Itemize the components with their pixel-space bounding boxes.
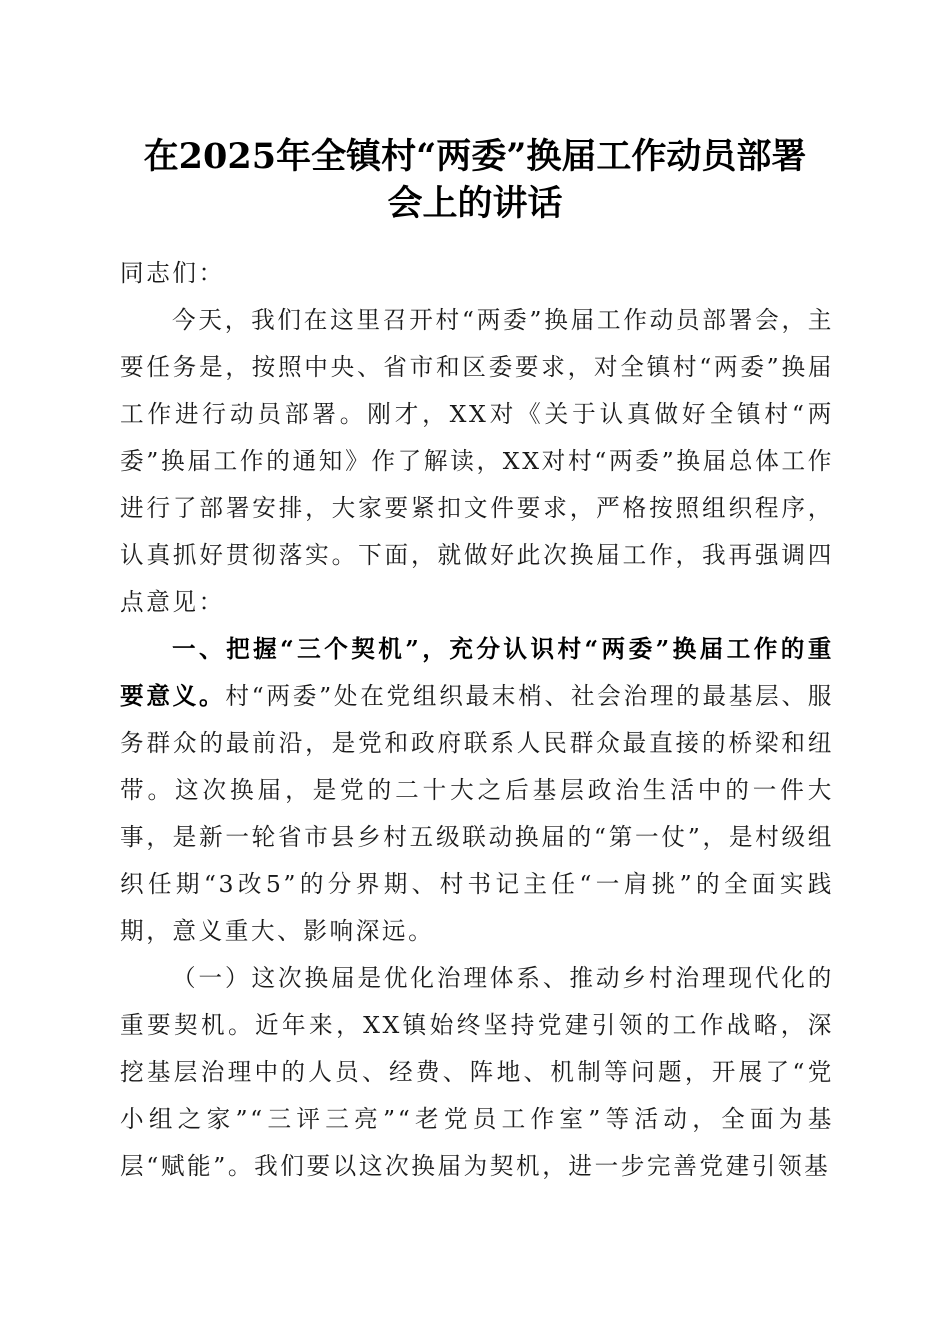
salutation: 同志们： [120,259,225,287]
title-line-2: 会上的讲话 [387,183,563,224]
section-1-heading: 一、把握“三个契机”，充分认识村“两委”换届工作的重要意义。 [120,635,834,710]
document-title [90,133,860,227]
title-line-1: 在2025年全镇村“两委”换届工作动员部署 [143,136,807,177]
paragraph-subsection-1: （一）这次换届是优化治理体系、推动乡村治理现代化的重要契机。近年来，XX镇始终坚持党建引领的工作战略，深挖基层治理中的人员、经费、阵地、机制等问题，开展了“党小组之家”“三评三亮”“老党员工作室”等活动，全面为基层“赋能”。我们要以这次换届为契机，进一步完善党建引领基 [120,964,834,1180]
paragraph-intro: 今天，我们在这里召开村“两委”换届工作动员部署会，主要任务是，按照中央、省市和区委要求，对全镇村“两委”换届工作进行动员部署。刚才，XX对《关于认真做好全镇村“两委”换届工作的通知》作了解读，XX对村“两委”换届总体工作进行了部署安排，大家要紧扣文件要求，严格按照组织程序，认真抓好贯彻落实。下面，就做好此次换届工作，我再强调四点意见： [120,306,834,616]
document-body [120,250,834,1190]
section-1-text: 村“两委”处在党组织最末梢、社会治理的最基层、服务群众的最前沿，是党和政府联系人民群众最直接的桥梁和纽带。这次换届，是党的二十大之后基层政治生活中的一件大事，是新一轮省市县乡村五级联动换届的“第一仗”，是村级组织任期“3改5”的分界期、村书记主任“一肩挑”的全面实践期，意义重大、影响深远。 [120,682,834,945]
paragraph-section-1 [120,626,834,955]
